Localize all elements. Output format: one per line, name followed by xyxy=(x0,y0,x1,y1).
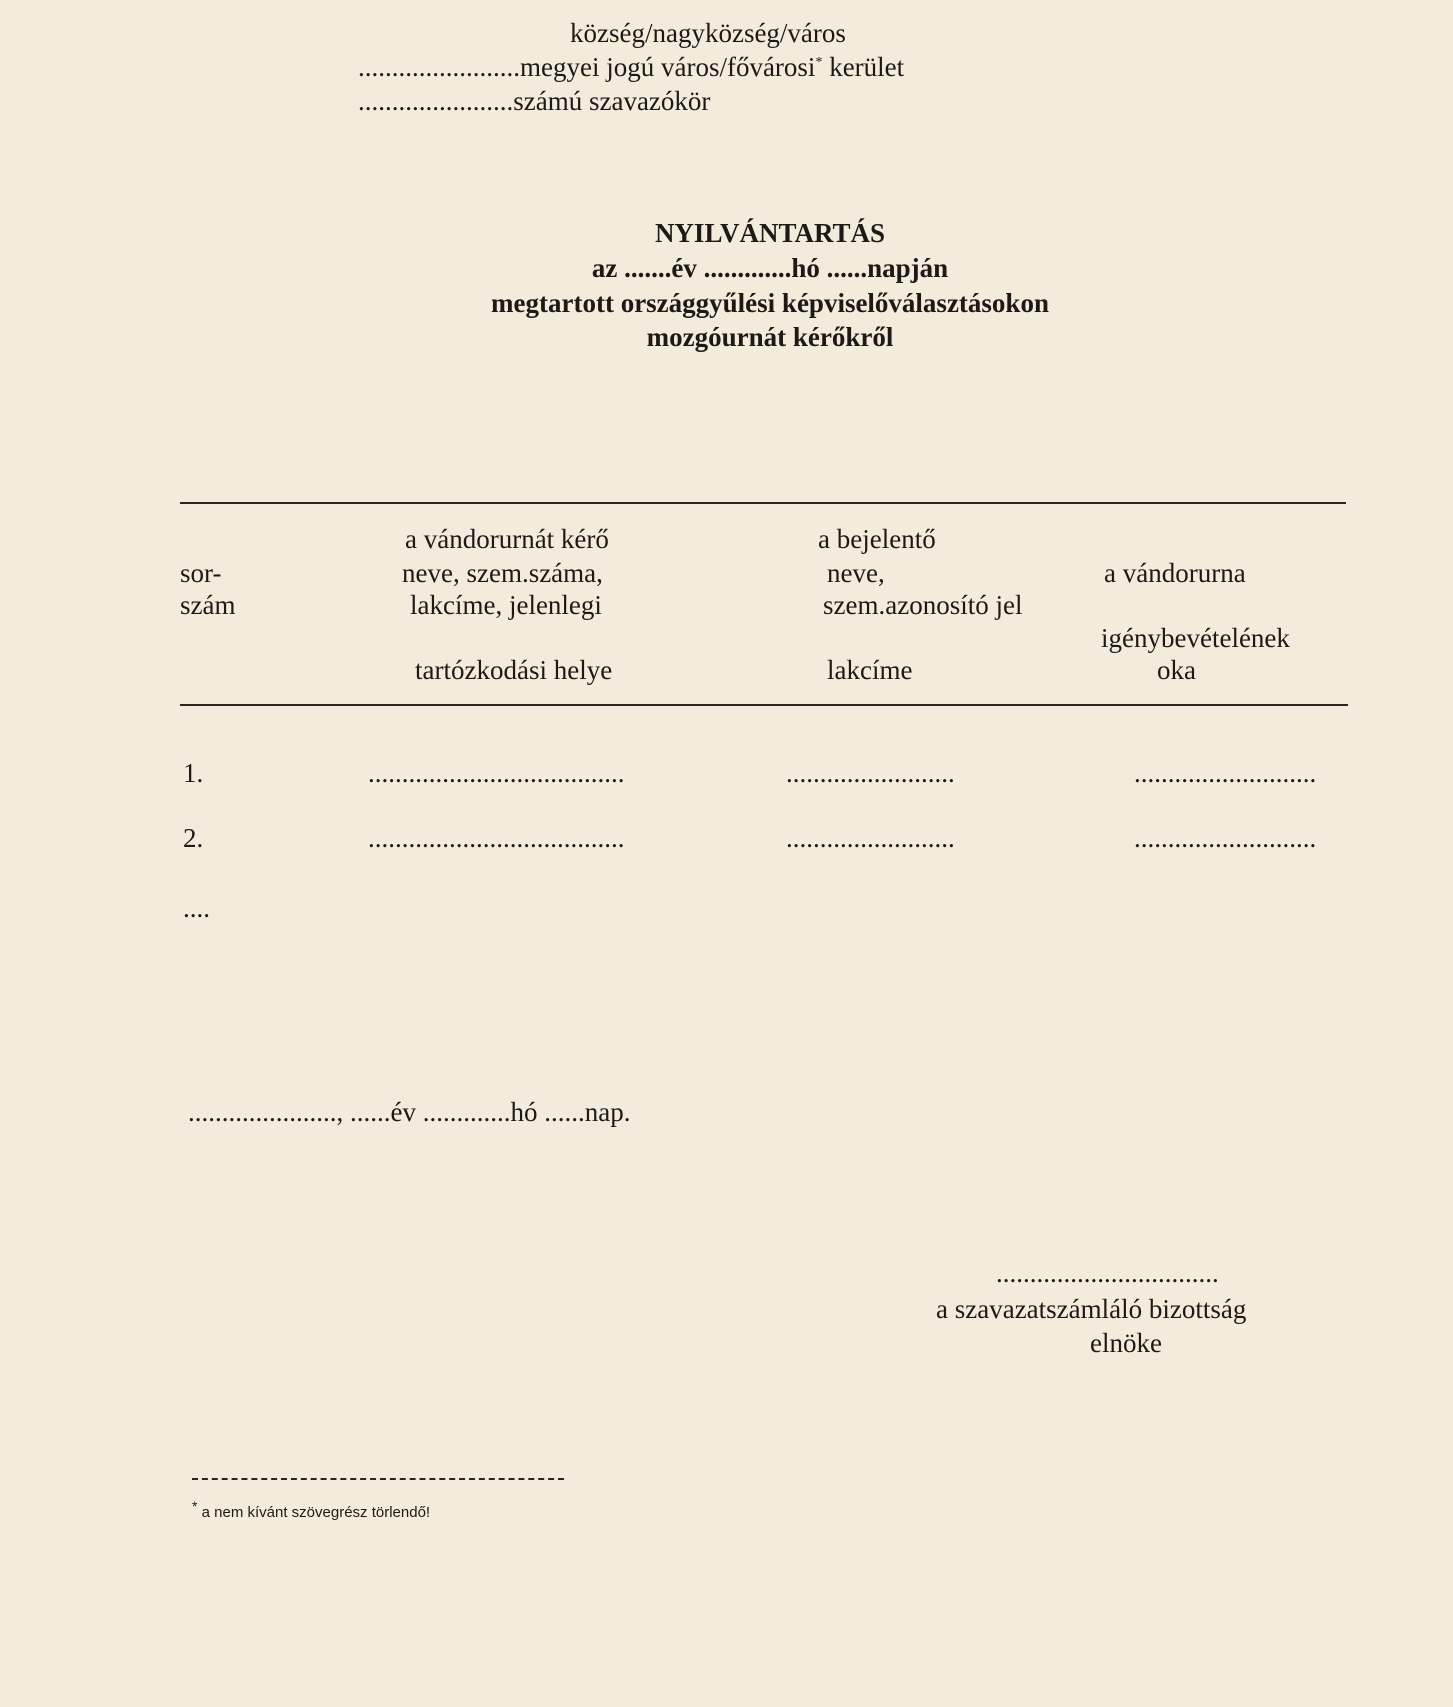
footnote xyxy=(192,1498,431,1521)
col-reporter-header-3: szem.azonosító jel xyxy=(823,590,1023,620)
table-top-rule xyxy=(180,502,1346,504)
title-election-line: megtartott országgyűlési képviselőválasztásokon xyxy=(491,288,1049,318)
col-requester-header-4: tartózkodási helye xyxy=(415,655,613,685)
col-reason-header-1: a vándorurna xyxy=(1104,558,1246,588)
col-reason-header-3: oka xyxy=(1157,655,1196,685)
title-subject-line: mozgóurnát kérőkről xyxy=(646,322,894,352)
footnote-mark: * xyxy=(192,1498,198,1514)
header-city-district-tail: kerület xyxy=(822,52,905,82)
row-2-number: 2. xyxy=(183,823,204,853)
col-requester-header-2: neve, szem.száma, xyxy=(402,558,603,588)
col-number-header-2: szám xyxy=(180,590,236,620)
document-title: NYILVÁNTARTÁS xyxy=(654,218,886,248)
col-reporter-header-4: lakcíme xyxy=(827,655,913,685)
header-city-district-text: ........................megyei jogú város/fővárosi xyxy=(358,52,816,82)
row-2-reason-field[interactable]: ........................... xyxy=(1134,823,1317,853)
row-1-reporter-field[interactable]: ......................... xyxy=(786,758,955,788)
col-reporter-header-2: neve, xyxy=(827,558,885,588)
footnote-separator xyxy=(192,1478,564,1480)
row-1-requester-field[interactable]: ...................................... xyxy=(368,758,625,788)
signature-line[interactable]: ................................. xyxy=(996,1258,1219,1288)
header-polling-station: .......................számú szavazókör xyxy=(358,86,711,116)
col-reason-header-2: igénybevételének xyxy=(1101,623,1290,653)
date-line[interactable]: ......................, ......év .............hó ......nap. xyxy=(188,1097,631,1127)
row-1-reason-field[interactable]: ........................... xyxy=(1134,758,1317,788)
header-municipality: község/nagyközség/város xyxy=(570,18,846,48)
signature-title-2: elnöke xyxy=(1090,1328,1162,1358)
row-1-number: 1. xyxy=(183,758,204,788)
rows-continuation: .... xyxy=(183,893,210,923)
title-date-line: az .......év .............hó ......napján xyxy=(591,253,949,283)
header-city-district xyxy=(358,54,904,81)
signature-title-1: a szavazatszámláló bizottság xyxy=(936,1294,1247,1324)
col-requester-header-1: a vándorurnát kérő xyxy=(405,524,609,554)
row-2-reporter-field[interactable]: ......................... xyxy=(786,823,955,853)
header-footnote-mark: * xyxy=(815,55,823,70)
col-reporter-header-1: a bejelentő xyxy=(818,524,936,554)
col-requester-header-3: lakcíme, jelenlegi xyxy=(410,590,602,620)
table-header-rule xyxy=(180,704,1348,706)
footnote-text: a nem kívánt szövegrész törlendő! xyxy=(201,1504,431,1521)
col-number-header-1: sor- xyxy=(180,558,222,588)
row-2-requester-field[interactable]: ...................................... xyxy=(368,823,625,853)
